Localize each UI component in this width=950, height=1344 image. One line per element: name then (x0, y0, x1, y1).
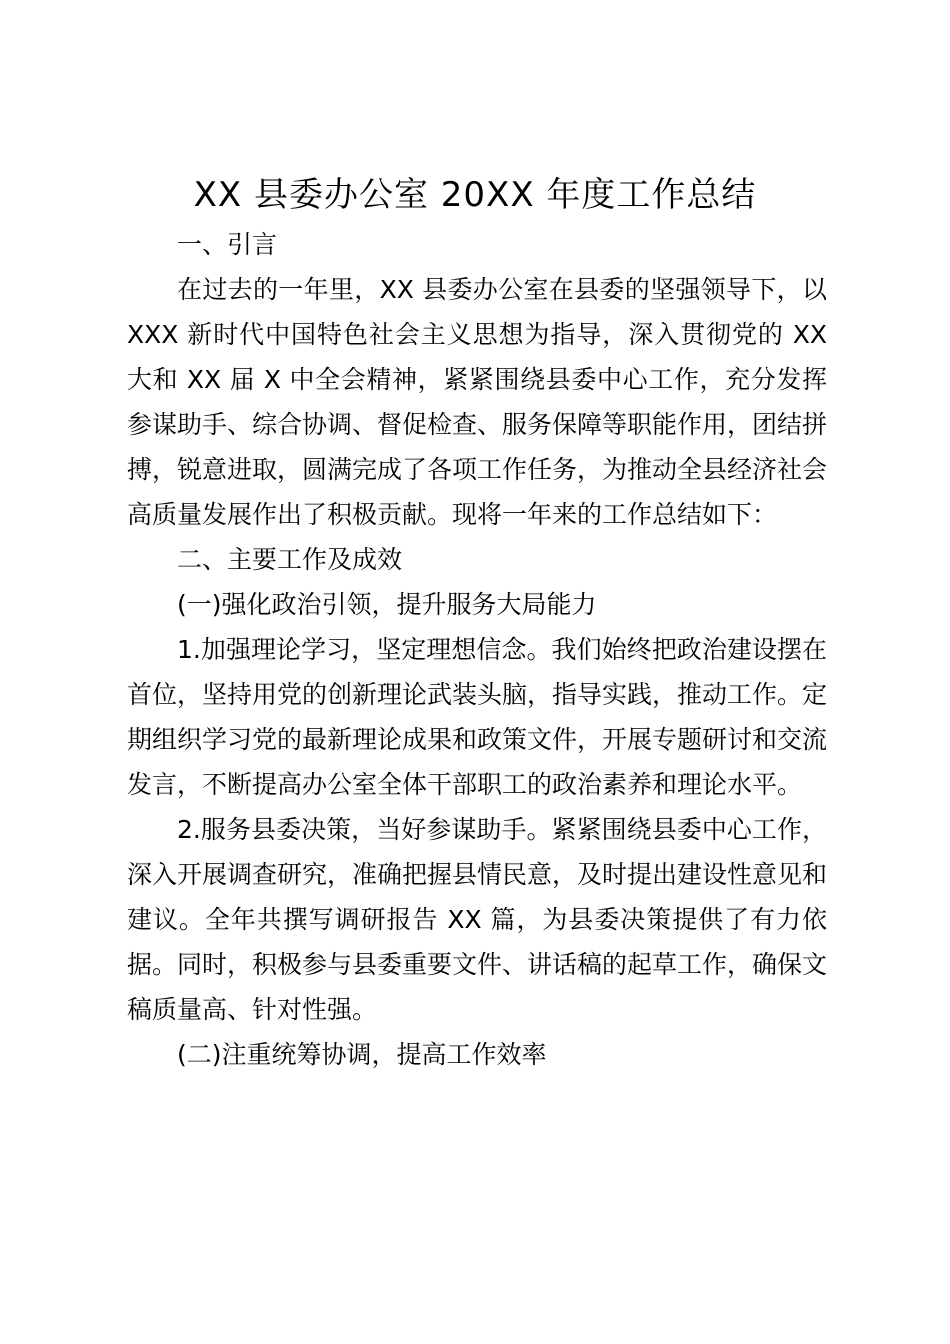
paragraph-introduction: 在过去的一年里，XX 县委办公室在县委的坚强领导下，以XXX 新时代中国特色社会主义思想为指导，深入贯彻党的 XX 大和 XX 届 X 中全会精神，紧紧围绕县委中心工作，充分发挥参谋助手、综合协调、督促检查、服务保障等职能作用，团结拼搏，锐意进取，圆满完成了各项工作任务，为推动全县经济社会高质量发展作出了积极贡献。现将一年来的工作总结如下： (127, 275, 828, 529)
paragraph-decision-service: 2.服务县委决策，当好参谋助手。紧紧围绕县委中心工作，深入开展调查研究，准确把握县情民意，及时提出建设性意见和建议。全年共撰写调研报告 XX 篇，为县委决策提供了有力依据。同时，积极参与县委重要文件、讲话稿的起草工作，确保文稿质量高、针对性强。 (127, 815, 828, 1024)
subsection-heading-political-leadership: (一)强化政治引领，提升服务大局能力 (177, 590, 597, 619)
subsection-heading-coordination: (二)注重统筹协调，提高工作效率 (177, 1040, 547, 1069)
document-title: XX 县委办公室 20XX 年度工作总结 (193, 175, 757, 215)
section-heading-main-work: 二、主要工作及成效 (177, 545, 403, 574)
document-body (127, 222, 827, 1077)
section-heading-introduction: 一、引言 (177, 230, 278, 259)
paragraph-theory-study: 1.加强理论学习，坚定理想信念。我们始终把政治建设摆在首位，坚持用党的创新理论武装头脑，指导实践，推动工作。定期组织学习党的最新理论成果和政策文件，开展专题研讨和交流发言，不断提高办公室全体干部职工的政治素养和理论水平。 (127, 635, 828, 799)
